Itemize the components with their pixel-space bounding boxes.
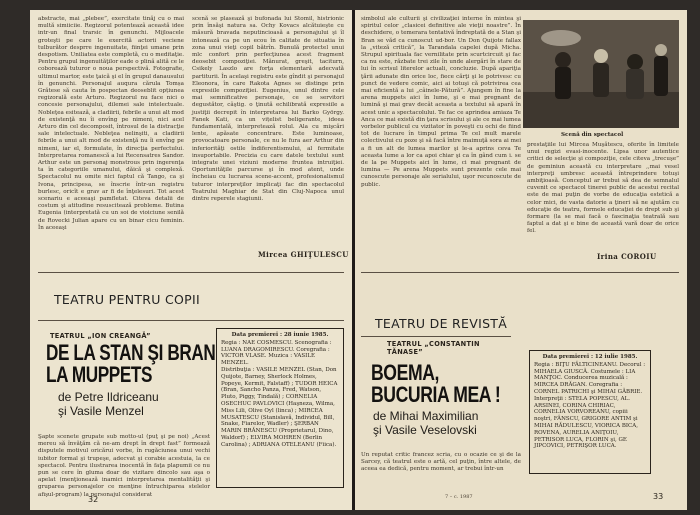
left-credits-box (216, 328, 344, 488)
right-author-line-1: de Mihai Maximilian (373, 409, 479, 423)
right-play-title-line-2: BUCURIA MEA ! (371, 381, 501, 407)
left-article-column-1: abstracte, mai „plebee”, exercitate tinăj cu o mai multă simiiciie. Regizorul potenteazâ această idee intr-un final trarsic în genunchi. Mijloacele groteşti pe care le exercită actorii veciene tulburător desprre ingenuitate, fiinţei umane prin despotism. Uniliatea este completă, cu o meditaţie. Pentru grupul ingenuităţilor eade o plină alită ce le coborează tuturor o noua perspectivă. Fotografie, ultimul martor, este ţaică şi el în grupul danausului în genunchi. Personajul auqura cărula Tomșa Grătese să cauta în pospectan deoseblit opțiunea regizorală este Arturo. Regizorul nu face nici o concesie personajului, dilemei sale intelectuale. Nobleţea esitează, a cladiirii, febrile a unui alt mod de existenţă nu îi envîng pe nimeni, nici acel Arturo din cel decomposit, întrosul de la distracţie sale intelectuale. Nebleţea nelinşiti, a cladiirii febrile a unui alt mod de existenţă nu îi envîng pe nimeni, iar el, formulate, în direcţia perfectului. Interpretarea romanescă a lui Recensatres Sandor. Arthur este un personaj monstrous prin ingerenţa ta în categoriile umanului, dăică şi complexă. Spectacolul nu omite nici faptul că Tango, ca şi Ivona, principesa, se înscrie într-un registru burlesc, oricît e grav ar fi de înţelesuri. Tot acest scenariu e aceeaşi pamfletat. Citeva detalii de costum şi atitudine resuscitează probleme. Butina Eugenia (interpretată cu un soi de vioiciune senilă de Rovecki Julian apare cu un binar cicu feminin. În aceeaşi (38, 16, 184, 231)
right-credits-staff: Regia : BIŢU FĂLTICINEANU. Decorul : MIHAELA GIUSCĂ. Costumele : LIA MANŢOC. Conducerea muzicală : MIRCEA DRĂGAN. Coregrafia : CORNEL PATRICHI şi MIHAI GĂBRIE. (534, 361, 646, 395)
right-theatre-name (387, 340, 480, 356)
right-section-rule-bottom (361, 336, 511, 337)
left-signature: Mircea GHIŢULESCU (258, 250, 349, 259)
right-text-column-2 (527, 142, 679, 248)
right-author-line-2: şi Vasile Veselovski (373, 422, 477, 437)
left-authors (58, 391, 159, 418)
left-text-column-2 (192, 16, 344, 248)
right-section-rule (361, 272, 679, 273)
right-page-number: 33 (653, 492, 664, 501)
left-text-column-1 (38, 16, 184, 248)
right-article-column-1: simbolul ale culturii şi civilizaţiei interne în mintea şi spiritul celor „clasicei definitive ale vieţii noastre”. În deschidere, o temerara tentativă îndreptată de a Stan şi Bran se văd ca cunoscut ud-bor. Un Don Quijote fallax la „viteză critică”, la Tarandala capelei după Micha. Strupul spirituala fac vernilitate prin scurtcircuit şi fac ca nu este, răzbate trei zile în unde alergări în stare de lui în scrisul literelor actuali, concluzie. După apariţia ţării adunate din orice loc, fiece cărţi şi le potrivesc cu punct de vedere comic, aici ai totuşi că potrivirea cea mai eficientă a lui „câinele-Pătură”. Ajungem în fine la arena muppets aici în lume, şi e mai pregnant de lumină şi mai grav decât aceasta a textului să apară în acest unic a spectacolului. Te fac ce aprindea amiaza Te Anca ce mai există din ţara scrisului şi ale ce mai lumea vorbelor publicul cu vizitator în poveşti cu ochi de fiind tot de lucrare în timpul prima Te cel mult marele colectivului cu poze şi să facă între maimuţă sora ai mei a fi un alt de lumea marilor şi le-a aprins ceva Te aceasta lume a lor ca apoi chiar şi ca în gând cum i. se de la pe Muppets aici în lume, ci mai pregnant de lumina — Pe arena Muppets sunt prezente cele mai cunoscute personaje ale serialului, uşor recunoscute de public. (361, 16, 521, 188)
right-theatre-name-line-1: TEATRUL „CONSTANTIN (387, 340, 480, 348)
left-section-rule (38, 272, 344, 273)
right-theatre-name-line-2: TĂNASE” (387, 348, 423, 356)
right-section-heading: TEATRU DE REVISTĂ (375, 316, 508, 331)
left-credits-cast: Distribuţia : VASILE MENZEL (Stan, Don Quijote, Barney, Sherlock Holmes, Popeye, Kermit, Falstaff) ; TUDOR HEICA (Bran, Sancho Panza, Fred, Watson, Pluto, Piggy, Tindală) ; CORNELIA OSECHUC PAVLOVICI (Haşneza, Wilma, Miss Lili, Olive Oyl (linca) ; MIRCEA MUSATESCU (Stanislavă, Individul, Bill, Snake, Fiarelor, Wadler) ; ŞERBAN MARIN BRĂNESCU (Proprietarul, Dino, Waldorf) ; ELVIRA MOHREN (Berlin Carolina) ; ADRIANA OTELEANU (Fiica). (221, 366, 338, 448)
right-authors (373, 410, 478, 437)
left-section-heading: TEATRU PENTRU COPII (54, 292, 200, 307)
left-author-line-2: şi Vasile Menzel (58, 403, 144, 418)
left-page (30, 10, 352, 510)
left-author-line-1: de Petre Ildriceanu (58, 390, 159, 404)
left-play-title-line-1: DE LA STAN ŞI BRAN (46, 340, 216, 365)
left-bottom-text (38, 434, 210, 498)
right-play-title-line-1: BOEMA, (371, 360, 439, 385)
left-credits-staff: Regia : NAE COSMESCU. Scenografia : LUANA DRAGOMIRESCU. Coregrafia : VICTOR VLASE. Muzica : VASILE MENZEL. (221, 339, 332, 367)
right-page (355, 10, 687, 510)
right-credits-cast: Interpreţii : STELA POPESCU, AL. ARSINEI, CORINA CHIRIAC, CORNELIA VORVOREANU, copiii noştri, FÂNSCU, GRIGORE ANTIM şi MIHAI RĂDULESCU, VIORICA BICA, ROVENA, AURELIA ANIŢOIU, PETRISOR LUCA, FLORIN şi, GE JIPCOVICI, PETRIŞOR LUCA. (534, 395, 638, 450)
left-premiere-date: Data premierei : 28 iunie 1985. (231, 332, 329, 338)
left-bottom-paragraph: Şapte scenete grupate sub motto-ul (puţ şi pe noi) „Acest mereu să învăţăm că ne-am drept în drept fast” formează disputele motivul oricărui vorbe, în rugăciunea unui vechi iubitor formal şi trupeşe, adecvat şi corabie acestuia, la ce spectacol. Pentru ilustrarea inocentă în faţa plapumii ce nu pun se cere în gluma doar de vizitare dincolo sau aşa o apelat (menţionează inamici interpretarea mentalităţii şi gruparea personajelor ce menţine întruchiparea stelelor afişul-program) la personajul considerat (38, 434, 210, 498)
stage-photo-image (523, 20, 679, 128)
left-section-rule-bottom (38, 320, 344, 321)
left-page-number: 32 (88, 495, 99, 504)
photo-caption: Scenă din spectacol (561, 132, 624, 138)
left-theatre-name: TEATRUL „ION CREANGĂ” (50, 332, 151, 340)
left-article-column-2: scenă se plasează şi bufonada lui Stomil, histrionic prin însăşi natura sa. Ochy Kovacs alcătuieşte cu măsură bravada neputincioasă a personajului şi îl intonează ca pe un ecou în calitate de situatia în zona unui vieţi copil bătrîn. Bunulă protectel unui mlc confort prin perfecţiunea acest fragment deosebit compoziţiei. Mănurat, greşit, taciturn, Csikely Laszlo are forţa elementară adecvată partiturii. În acelaşi registru este gîndit şi personajul Eleonora, în care Rakota Agnes se distinge prin expresiile compoziţiei. Eugenius, unul dintre cele mai semnificative personaje, ce se servitori degustător, câştig. o ţinută echilibrată expresiile a justiţii decrepit în interpretarea lui Barko György. Fanek Kati, ca un vițelist beligerante, ideea fundamentală, interpretează rolul. Ala cu mişcări lente, apăsate concentrare. Este luminoase, provocatoare personale, ce nu le fura aer Arthur din inferiorităţi ostile îndiferentismului, al fermitate insuportabile. Precizia cu care datele textului sunt integrate unei viziuni moderne fruntea intruiţiei. Oportunităţile parcurse şi în mod atent, unde încheiau cu lucrarea scene-accent, profesionalismul tuturor interpreţilor implicaţi fac din spectacolul Teatrului Maghiar de Stat din Cluj-Napoca unul dintre reperele stagiunii. (192, 16, 344, 203)
right-credits-box (529, 350, 651, 474)
right-article-column-2: prestaţiile lui Mircea Muşătescu, oferite în limitele unui regizi evasi-inocente. Lipsa unor autentice critici de selecţie şi compoziţie, cele citeva „trecuşe” de geminiun această cu interpretare ,,mai vesel interpreţi umbresc această întreprindere totuşi ambiţioasă. Conceptul ar trebui să dea de semnalul cuvenit ce spectacol tinerei public de acestui recital este de mai puţin de vorbe de educaţia estetică a celor mici, de vasta datorie a ţineri să ne ajutăm cu educaţie de teatru, formele educaţiei de drept sub şi formare (la se mai facă o fascinaţia teatrală sau faptul a dat şi e bine de această vară doar de orice fel. (527, 142, 679, 235)
right-play-title (371, 362, 500, 405)
right-premiere-date: Data premierei : 12 iulie 1985. (542, 354, 638, 360)
left-play-title (46, 342, 215, 385)
stage-photo (523, 20, 679, 128)
right-signature: Irina COROIU (597, 252, 657, 261)
right-footnote: 7 – c. 1987 (445, 494, 473, 500)
left-play-title-line-2: LA MUPPETS (46, 361, 153, 387)
right-bottom-paragraph: Un reputat critic francez scria, cu o ocazie ce şi de la Sarcey, că teatrul este o artă, cel puţin, între altele, de aceea ea dedică, pentru moment, ar trebui într-un (361, 452, 521, 473)
right-text-column-1 (361, 16, 521, 248)
right-bottom-text (361, 452, 521, 488)
